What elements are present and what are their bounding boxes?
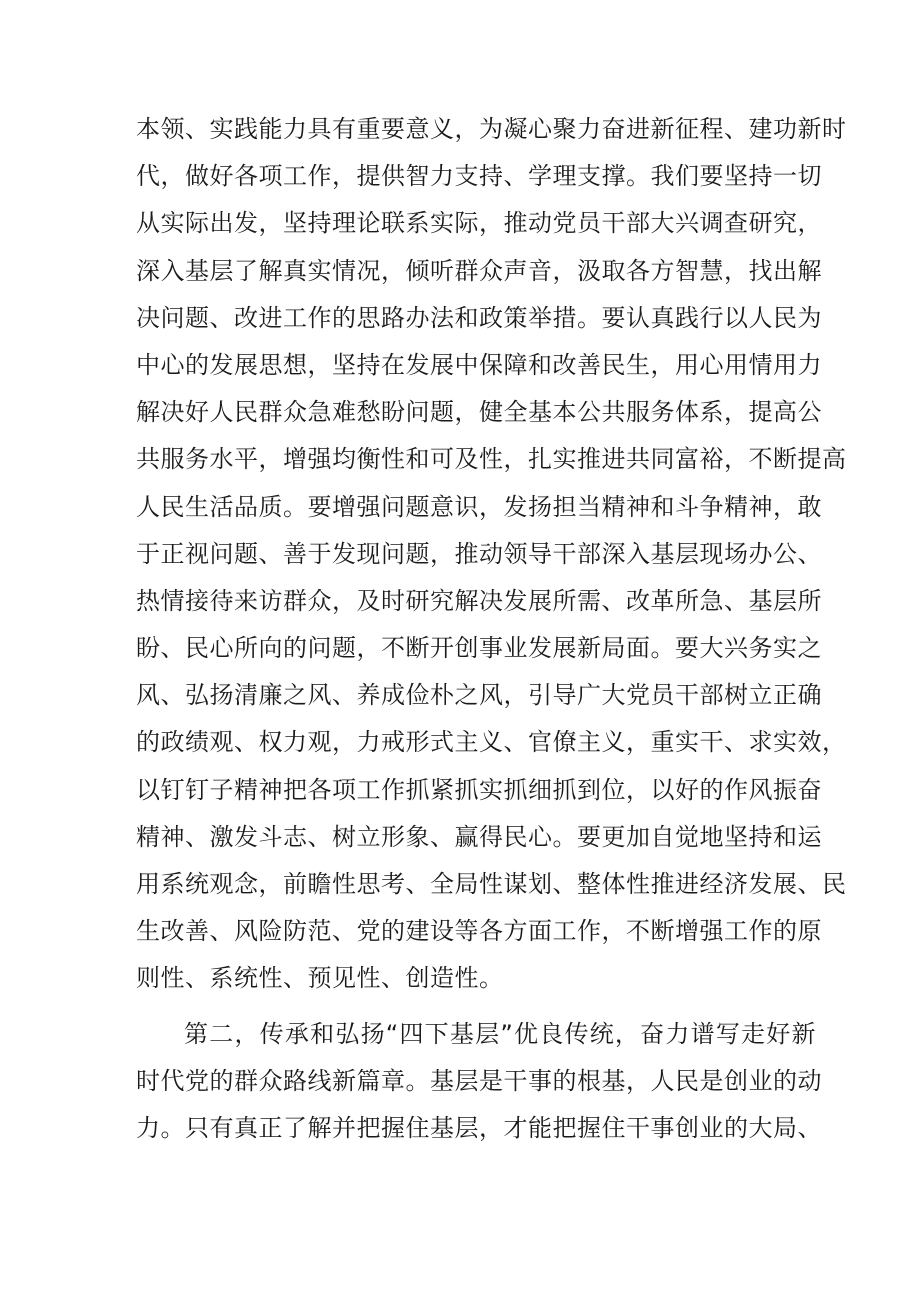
text-line: 决问题、改进工作的思路办法和政策举措。要认真践行以人民为 (136, 303, 822, 332)
text-line: 用系统观念，前瞻性思考、全局性谋划、整体性推进经济发展、民 (136, 870, 847, 898)
text-line: 本领、实践能力具有重要意义，为凝心聚力奋进新征程、建功新时 (136, 115, 847, 143)
text-line: 中心的发展思想，坚持在发展中保障和改善民生，用心用情用力 (136, 350, 822, 379)
text-line: 的政绩观、权力观，力戒形式主义、官僚主义，重实干、求实效， (136, 728, 847, 757)
text-line: 盼、民心所向的问题，不断开创事业发展新局面。要大兴务实之 (136, 634, 822, 663)
paragraph-1 (136, 106, 847, 1003)
paragraph-2 (136, 1011, 822, 1153)
text-line: 精神、激发斗志、树立形象、赢得民心。要更加自觉地坚持和运 (136, 822, 822, 851)
text-line: 深入基层了解真实情况，倾听群众声音，汲取各方智慧，找出解 (136, 256, 822, 285)
text-line: 力。只有真正了解并把握住基层，才能把握住干事创业的大局、 (136, 1113, 822, 1142)
text-line: 代，做好各项工作，提供智力支持、学理支撑。我们要坚持一切 (136, 162, 822, 191)
text-line: 解决好人民群众急难愁盼问题，健全基本公共服务体系，提高公 (136, 398, 822, 427)
text-line: 生改善、风险防范、党的建设等各方面工作，不断增强工作的原 (136, 917, 822, 946)
text-line: 共服务水平，增强均衡性和可及性，扎实推进共同富裕，不断提高 (136, 445, 847, 474)
text-line: 人民生活品质。要增强问题意识，发扬担当精神和斗争精神，敢 (136, 492, 822, 521)
text-line: 以钉钉子精神把各项工作抓紧抓实抓细抓到位，以好的作风振奋 (136, 775, 822, 804)
text-line: 从实际出发，坚持理论联系实际，推动党员干部大兴调查研究， (136, 209, 822, 238)
text-line: 时代党的群众路线新篇章。基层是干事的根基，人民是创业的动 (136, 1066, 822, 1095)
text-line: 于正视问题、善于发现问题，推动领导干部深入基层现场办公、 (136, 539, 822, 568)
text-line: 第二，传承和弘扬“四下基层”优良传统，奋力谱写走好新 (184, 1019, 816, 1048)
paragraph-spacer (136, 1003, 816, 1011)
text-line: 风、弘扬清廉之风、养成俭朴之风，引导广大党员干部树立正确 (136, 681, 822, 710)
text-line: 则性、系统性、预见性、创造性。 (136, 964, 504, 993)
document-body (136, 106, 847, 1152)
text-line: 热情接待来访群众，及时研究解决发展所需、改革所急、基层所 (136, 586, 822, 615)
